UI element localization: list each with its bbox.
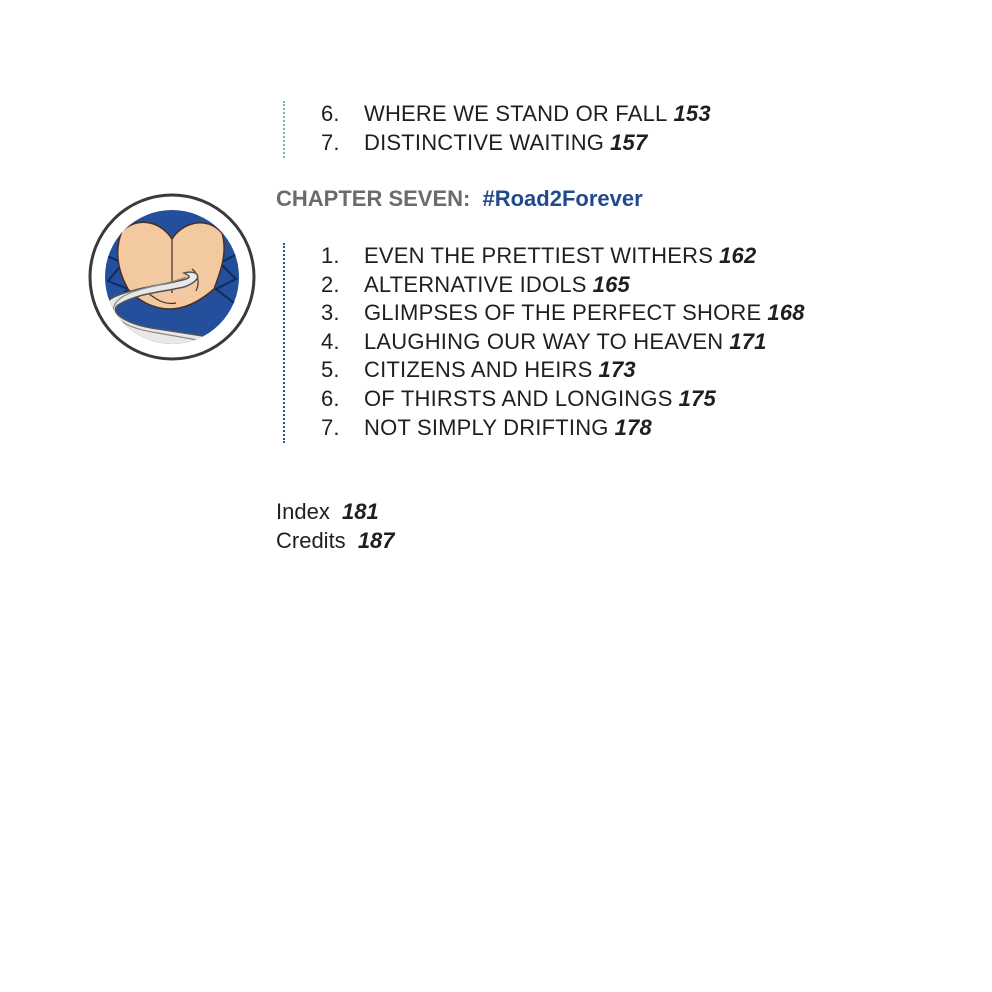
previous-chapter-list — [283, 101, 711, 158]
back-matter-page-number: 181 — [341, 499, 379, 524]
entry-number: 7. — [321, 414, 340, 440]
hands-holding-road-icon — [88, 193, 256, 361]
toc-entry[interactable] — [285, 329, 805, 358]
entry-page-number: 173 — [598, 357, 636, 383]
back-matter-label: Credits — [276, 528, 346, 553]
toc-entry[interactable] — [285, 357, 805, 386]
entry-page-number: 178 — [614, 414, 652, 440]
entry-title: ALTERNATIVE IDOLS — [364, 271, 587, 297]
toc-entry[interactable] — [285, 243, 805, 272]
entry-page-number: 153 — [673, 101, 711, 126]
entry-title: EVEN THE PRETTIEST WITHERS — [364, 243, 714, 268]
entry-number: 1. — [321, 243, 340, 268]
chapter-heading[interactable] — [276, 186, 643, 212]
entry-title: OF THIRSTS AND LONGINGS — [364, 385, 673, 411]
entry-page-number: 162 — [719, 243, 757, 268]
entry-number: 4. — [321, 328, 340, 354]
entry-page-number: 168 — [767, 300, 805, 326]
toc-entry[interactable] — [285, 130, 711, 159]
toc-entry[interactable] — [285, 415, 805, 444]
index-entry[interactable] — [276, 499, 395, 528]
chapter-hashtag: #Road2Forever — [482, 186, 643, 211]
chapter-label: CHAPTER SEVEN: — [276, 186, 471, 211]
credits-entry[interactable] — [276, 528, 395, 557]
back-matter-page-number: 187 — [357, 528, 395, 553]
entry-title: LAUGHING OUR WAY TO HEAVEN — [364, 328, 724, 354]
entry-page-number: 171 — [729, 328, 767, 354]
entry-title: DISTINCTIVE WAITING — [364, 129, 605, 155]
entry-page-number: 165 — [592, 271, 630, 297]
toc-entry[interactable] — [285, 101, 711, 130]
entry-number: 6. — [321, 385, 340, 411]
toc-entry[interactable] — [285, 300, 805, 329]
entry-number: 6. — [321, 101, 340, 126]
chapter-seven-list — [283, 243, 805, 443]
entry-title: CITIZENS AND HEIRS — [364, 357, 593, 383]
entry-page-number: 157 — [610, 129, 648, 155]
entry-title: GLIMPSES OF THE PERFECT SHORE — [364, 300, 762, 326]
back-matter-list — [276, 499, 395, 557]
entry-title: WHERE WE STAND OR FALL — [364, 101, 668, 126]
toc-entry[interactable] — [285, 272, 805, 301]
entry-number: 5. — [321, 357, 340, 383]
entry-number: 7. — [321, 129, 340, 155]
entry-page-number: 175 — [678, 385, 716, 411]
toc-entry[interactable] — [285, 386, 805, 415]
back-matter-label: Index — [276, 499, 330, 524]
entry-number: 3. — [321, 300, 340, 326]
entry-title: NOT SIMPLY DRIFTING — [364, 414, 609, 440]
entry-number: 2. — [321, 271, 340, 297]
